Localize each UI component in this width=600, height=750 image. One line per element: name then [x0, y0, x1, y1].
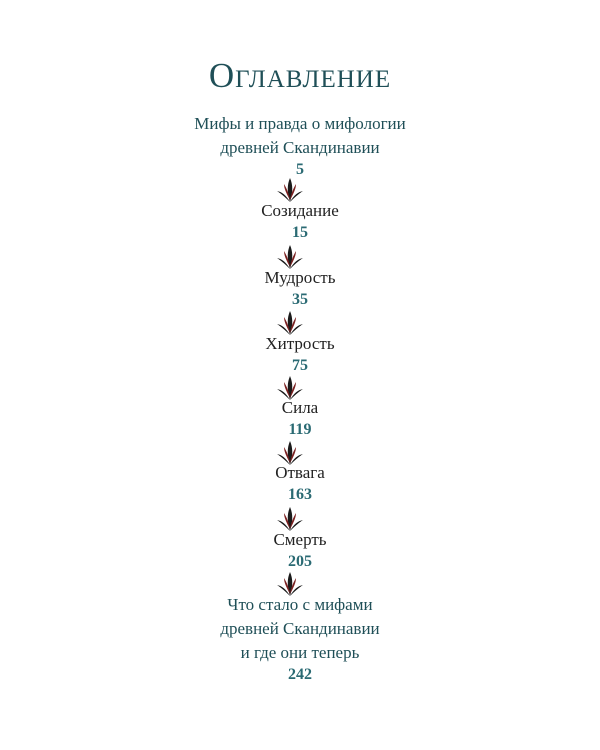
toc-entry-title: Смерть [273, 530, 327, 549]
toc-entry-title: Созидание [261, 201, 339, 220]
toc-page-number: 205 [288, 553, 312, 570]
toc-entry-title: Отвага [275, 463, 325, 482]
toc-entry[interactable] [0, 332, 600, 376]
toc-page-number: 35 [292, 291, 308, 308]
toc-entry-title: Что стало с мифами [227, 595, 373, 614]
toc-entry[interactable] [0, 593, 600, 685]
toc-page-number: 15 [292, 224, 308, 241]
toc-entry[interactable] [0, 199, 600, 243]
toc-entry-title: древней Скандинавии [220, 619, 380, 638]
toc-entry-title: Сила [281, 398, 319, 417]
page-title: Оглавление [208, 56, 392, 95]
toc-entry-title: древней Скандинавии [220, 138, 380, 157]
toc-entry[interactable] [0, 461, 600, 505]
toc-page-number: 163 [288, 486, 312, 503]
toc-entry-title: и где они теперь [240, 643, 360, 662]
toc-entry[interactable] [0, 396, 600, 440]
toc-page-number: 242 [288, 666, 312, 683]
toc-entry-title: Хитрость [265, 334, 335, 353]
toc-entry[interactable] [0, 528, 600, 572]
toc-page-number: 119 [288, 421, 312, 438]
toc-page-number: 5 [296, 161, 304, 178]
toc-entry[interactable] [0, 266, 600, 310]
toc-entry-title: Мифы и правда о мифологии [194, 114, 406, 133]
toc-entry-title: Мудрость [264, 268, 336, 287]
toc-page-number: 75 [292, 357, 308, 374]
toc-entry[interactable] [0, 112, 600, 180]
